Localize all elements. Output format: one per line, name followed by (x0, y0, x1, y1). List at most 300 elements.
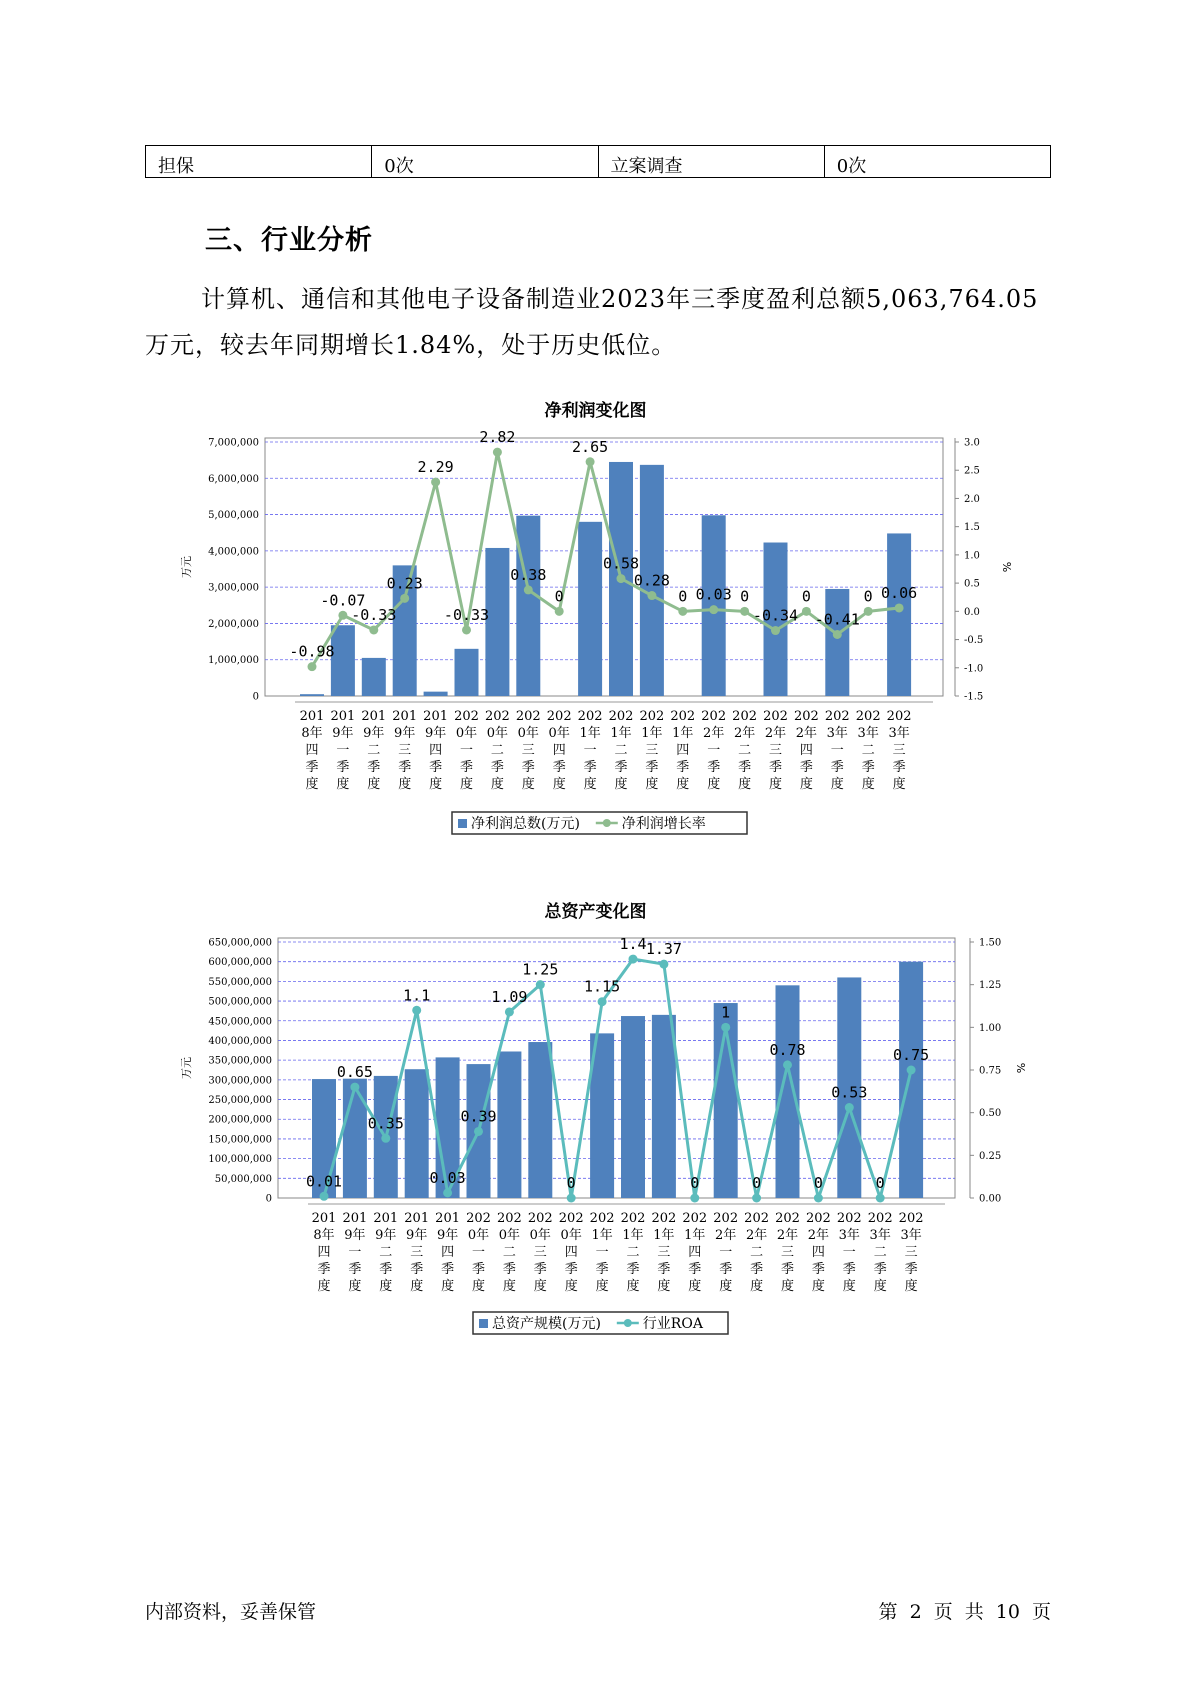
data-label: 0.35 (367, 1114, 404, 1133)
x-tick-label: 一 (842, 1245, 856, 1260)
x-tick-label: 三 (768, 743, 783, 758)
x-tick-label: 季 (317, 1262, 331, 1277)
section-title: 三、行业分析 (205, 225, 373, 256)
x-tick-label: 202 (713, 1211, 739, 1226)
x-tick-label: 201 (435, 1211, 461, 1226)
x-tick-label: 9年 (363, 726, 385, 741)
x-tick-label: 三 (645, 743, 659, 758)
line-point (320, 1192, 329, 1201)
x-tick-label: 9年 (406, 1228, 428, 1243)
data-label: 0.53 (831, 1083, 868, 1102)
x-tick-label: 季 (750, 1262, 764, 1277)
x-tick-label: 2年 (715, 1228, 737, 1243)
x-tick-label: 202 (824, 709, 850, 724)
x-tick-label: 度 (471, 1279, 486, 1294)
x-tick-label: 8年 (313, 1228, 335, 1243)
bar (343, 1079, 367, 1198)
x-tick-label: 一 (595, 1245, 609, 1260)
x-tick-label: 度 (348, 1279, 362, 1294)
x-tick-label: 度 (490, 777, 504, 792)
x-tick-label: 二 (873, 1245, 887, 1260)
x-tick-label: 3年 (900, 1228, 922, 1243)
x-tick-label: 202 (886, 709, 912, 724)
x-tick-label: 四 (305, 743, 319, 758)
line-point (462, 625, 471, 634)
line-point (350, 1083, 359, 1092)
line-point (659, 960, 668, 969)
x-tick-label: 3年 (888, 726, 910, 741)
x-tick-label: 0年 (486, 726, 509, 741)
x-tick-label: 季 (657, 1262, 671, 1277)
x-tick-label: 四 (799, 743, 813, 758)
table-cell-investigation-value: 0次 (824, 146, 1050, 178)
x-tick-label: 度 (657, 1279, 671, 1294)
y2-tick-label: 0.00 (979, 1193, 1002, 1205)
x-tick-label: 度 (441, 1279, 455, 1294)
y-tick-label: 550,000,000 (208, 976, 272, 988)
x-tick-label: 度 (410, 1279, 424, 1294)
x-tick-label: 季 (842, 1262, 856, 1277)
x-tick-label: 季 (502, 1262, 516, 1277)
x-tick-label: 季 (583, 760, 597, 775)
x-tick-label: 度 (564, 1279, 578, 1294)
x-tick-label: 2年 (764, 726, 787, 741)
x-tick-label: 度 (799, 777, 813, 792)
x-tick-label: 季 (861, 760, 875, 775)
data-label: 0.28 (633, 571, 670, 590)
x-tick-label: 2年 (776, 1228, 799, 1243)
line-point (505, 1007, 514, 1016)
data-label: 0 (801, 587, 811, 606)
profit-chart-title: 净利润变化图 (544, 401, 647, 421)
data-label: 0 (752, 1174, 762, 1192)
x-tick-label: 季 (367, 760, 381, 775)
table-cell-guarantee-value: 0次 (372, 146, 598, 178)
x-tick-label: 202 (805, 1211, 831, 1226)
x-tick-label: 二 (738, 743, 752, 758)
y2-tick-label: 0.5 (964, 578, 980, 590)
x-tick-label: 3年 (826, 726, 848, 741)
line-point (369, 625, 378, 634)
x-tick-label: 2年 (795, 726, 818, 741)
y-tick-label: 200,000,000 (208, 1114, 272, 1126)
y2-tick-label: 3.0 (964, 437, 980, 449)
x-tick-label: 二 (490, 743, 504, 758)
x-tick-label: 四 (564, 1245, 578, 1260)
x-tick-label: 季 (336, 760, 350, 775)
data-label: 2.29 (417, 458, 454, 477)
x-tick-label: 季 (459, 760, 474, 775)
x-tick-label: 四 (811, 1245, 825, 1260)
line-point (536, 980, 545, 989)
line-point (308, 662, 317, 671)
bar (362, 658, 386, 696)
x-tick-label: 202 (496, 1211, 522, 1226)
data-label: 0.23 (386, 574, 423, 593)
y2-tick-label: 1.00 (979, 1022, 1002, 1034)
x-tick-label: 一 (348, 1245, 362, 1260)
x-tick-label: 度 (861, 777, 875, 792)
bar (516, 516, 540, 696)
y2-tick-label: 2.5 (964, 465, 980, 477)
x-tick-label: 202 (793, 709, 819, 724)
x-tick-label: 季 (410, 1262, 424, 1277)
x-tick-label: 度 (379, 1279, 393, 1294)
line-point (474, 1127, 483, 1136)
x-tick-label: 201 (392, 709, 418, 724)
bar (621, 1016, 645, 1198)
data-label: 0.39 (460, 1107, 497, 1126)
industry-paragraph: 计算机、通信和其他电子设备制造业2023年三季度盈利总额5,063,764.05万元，较去年同期增长1.84%，处于历史低位。 (145, 285, 1039, 359)
bar (652, 1015, 676, 1198)
y2-tick-label: 0.0 (964, 606, 980, 618)
line-point (709, 605, 718, 614)
y-tick-label: 150,000,000 (208, 1134, 272, 1146)
x-tick-label: 度 (521, 777, 535, 792)
x-tick-label: 一 (459, 743, 474, 758)
x-tick-label: 201 (342, 1211, 368, 1226)
y2-tick-label: -0.5 (964, 635, 984, 647)
line-point (586, 457, 595, 466)
legend-line-label: 净利润增长率 (621, 816, 706, 832)
legend-line-marker (603, 819, 611, 827)
line-point (647, 591, 656, 600)
x-tick-label: 季 (614, 760, 628, 775)
y-tick-label: 50,000,000 (214, 1173, 272, 1185)
x-tick-label: 三 (657, 1245, 671, 1260)
data-label: 1.1 (403, 986, 431, 1005)
x-tick-label: 季 (521, 760, 535, 775)
x-tick-label: 1年 (672, 726, 694, 741)
x-tick-label: 度 (904, 1279, 918, 1294)
x-tick-label: 三 (892, 743, 906, 758)
x-tick-label: 0年 (560, 1228, 582, 1243)
bar (300, 694, 324, 696)
x-tick-label: 季 (780, 1262, 795, 1277)
x-tick-label: 0年 (498, 1228, 521, 1243)
x-tick-label: 三 (904, 1245, 918, 1260)
x-tick-label: 季 (873, 1262, 887, 1277)
x-tick-label: 季 (768, 760, 783, 775)
x-tick-label: 202 (577, 709, 603, 724)
y-tick-label: 4,000,000 (208, 546, 259, 558)
data-label: 2.82 (479, 430, 516, 447)
line-point (752, 1194, 761, 1203)
bar (899, 962, 923, 1198)
x-tick-label: 度 (707, 777, 721, 792)
line-point (338, 611, 347, 620)
line-point (845, 1103, 854, 1112)
line-point (678, 607, 687, 616)
y-tick-label: 6,000,000 (208, 473, 259, 485)
x-tick-label: 2年 (745, 1228, 768, 1243)
data-label: 0 (678, 587, 688, 606)
line-point (864, 607, 873, 616)
x-tick-label: 季 (429, 760, 443, 775)
x-tick-label: 201 (330, 709, 356, 724)
profit-chart (0, 430, 1191, 850)
x-tick-label: 度 (676, 777, 690, 792)
x-tick-label: 度 (429, 777, 443, 792)
data-label: 1.37 (645, 940, 682, 959)
x-tick-label: 1年 (653, 1228, 675, 1243)
y-tick-label: 450,000,000 (208, 1016, 272, 1028)
x-tick-label: 202 (620, 1211, 646, 1226)
x-tick-label: 1年 (622, 1228, 644, 1243)
legend-bar-label: 净利润总数(万元) (471, 816, 580, 832)
y-tick-label: 0 (252, 691, 259, 703)
bar (405, 1069, 429, 1198)
x-tick-label: 度 (583, 777, 597, 792)
x-tick-label: 度 (595, 1279, 609, 1294)
info-table (145, 145, 1051, 178)
line-point (833, 630, 842, 639)
x-tick-label: 季 (811, 1262, 825, 1277)
data-label: 1.25 (522, 960, 559, 979)
footer-confidential: 内部资料，妥善保管 (145, 1601, 317, 1623)
y2-tick-label: 1.0 (964, 550, 980, 562)
x-tick-label: 三 (410, 1245, 424, 1260)
line-point (493, 448, 502, 457)
line-point (617, 574, 626, 583)
x-tick-label: 季 (799, 760, 813, 775)
legend-bar-swatch (458, 819, 467, 828)
y2-tick-label: 1.25 (979, 980, 1002, 992)
line-point (814, 1194, 823, 1203)
legend-bar-label: 总资产规模(万元) (492, 1316, 601, 1332)
x-tick-label: 二 (750, 1245, 764, 1260)
line-point (431, 478, 440, 487)
x-tick-label: 0年 (548, 726, 570, 741)
x-tick-label: 季 (533, 1262, 547, 1277)
data-label: -0.07 (320, 591, 366, 610)
y-tick-label: 2,000,000 (208, 618, 259, 630)
x-tick-label: 度 (502, 1279, 516, 1294)
data-label: 1.09 (491, 987, 528, 1006)
x-tick-label: 202 (855, 709, 881, 724)
x-tick-label: 202 (763, 709, 788, 724)
data-label: 0 (690, 1174, 700, 1192)
data-label: 2.65 (572, 437, 609, 456)
x-tick-label: 3年 (869, 1228, 891, 1243)
x-tick-label: 度 (873, 1279, 887, 1294)
y-tick-label: 350,000,000 (208, 1055, 272, 1067)
x-tick-label: 0年 (455, 726, 478, 741)
data-label: 0.06 (881, 583, 918, 602)
x-tick-label: 202 (515, 709, 541, 724)
y2-tick-label: 1.50 (979, 937, 1002, 949)
x-tick-label: 度 (892, 777, 906, 792)
x-tick-label: 季 (552, 760, 566, 775)
y-tick-label: 5,000,000 (208, 510, 259, 522)
x-tick-label: 三 (533, 1245, 547, 1260)
data-label: 0 (740, 587, 750, 606)
data-label: 0.38 (510, 565, 547, 584)
x-tick-label: 一 (471, 1245, 486, 1260)
x-tick-label: 202 (701, 709, 727, 724)
x-tick-label: 202 (466, 1211, 491, 1226)
line-point (443, 1188, 452, 1197)
line-point (783, 1060, 792, 1069)
x-tick-label: 201 (423, 709, 449, 724)
x-tick-label: 1年 (684, 1228, 706, 1243)
data-label: -0.41 (814, 610, 860, 629)
line-point (598, 997, 607, 1006)
y2-tick-label: 0.50 (979, 1108, 1002, 1120)
y-tick-label: 0 (265, 1193, 272, 1205)
x-tick-label: 四 (441, 1245, 455, 1260)
x-tick-label: 度 (614, 777, 628, 792)
x-tick-label: 一 (707, 743, 721, 758)
data-label: 0 (875, 1174, 885, 1192)
x-tick-label: 9年 (424, 726, 447, 741)
line-point (721, 1023, 730, 1032)
data-label: 0 (554, 587, 564, 606)
x-tick-label: 9年 (394, 726, 416, 741)
y-tick-label: 3,000,000 (208, 582, 259, 594)
data-label: -0.33 (443, 605, 490, 624)
x-tick-label: 三 (521, 743, 535, 758)
x-tick-label: 季 (719, 1262, 733, 1277)
line-point (381, 1134, 390, 1143)
x-tick-label: 202 (867, 1211, 893, 1226)
x-tick-label: 季 (645, 760, 659, 775)
data-label: 0.01 (305, 1172, 343, 1191)
x-tick-label: 度 (842, 1279, 856, 1294)
y2-tick-label: 1.5 (964, 522, 980, 534)
x-tick-label: 季 (595, 1262, 609, 1277)
x-tick-label: 度 (317, 1279, 331, 1294)
data-label: 0.58 (602, 554, 640, 573)
x-tick-label: 201 (373, 1211, 399, 1226)
y-tick-label: 100,000,000 (208, 1154, 272, 1166)
line-point (400, 594, 409, 603)
y2-tick-label: -1.5 (964, 691, 984, 703)
y2-axis-label: % (1014, 1062, 1027, 1074)
x-tick-label: 202 (527, 1211, 553, 1226)
x-tick-label: 0年 (517, 726, 539, 741)
x-tick-label: 季 (490, 760, 504, 775)
x-tick-label: 三 (398, 743, 412, 758)
line-point (771, 626, 780, 635)
x-tick-label: 四 (552, 743, 566, 758)
x-tick-label: 0年 (467, 1228, 490, 1243)
y-axis-label: 万元 (180, 556, 193, 578)
data-label: 0 (813, 1174, 823, 1192)
x-tick-label: 2年 (733, 726, 756, 741)
x-tick-label: 201 (404, 1211, 430, 1226)
x-tick-label: 202 (608, 709, 634, 724)
x-tick-label: 度 (336, 777, 350, 792)
x-tick-label: 202 (744, 1211, 770, 1226)
x-tick-label: 202 (558, 1211, 584, 1226)
line-point (690, 1194, 699, 1203)
x-tick-label: 二 (626, 1245, 640, 1260)
x-tick-label: 度 (533, 1279, 547, 1294)
x-tick-label: 202 (454, 709, 479, 724)
x-tick-label: 202 (589, 1211, 615, 1226)
x-tick-label: 一 (336, 743, 350, 758)
x-tick-label: 3年 (838, 1228, 860, 1243)
x-tick-label: 1年 (591, 1228, 613, 1243)
x-tick-label: 度 (750, 1279, 764, 1294)
x-tick-label: 四 (676, 743, 690, 758)
x-tick-label: 度 (459, 777, 474, 792)
x-tick-label: 季 (348, 1262, 362, 1277)
x-tick-label: 8年 (301, 726, 323, 741)
x-tick-label: 季 (904, 1262, 918, 1277)
x-tick-label: 度 (305, 777, 319, 792)
y2-tick-label: 0.75 (979, 1065, 1002, 1077)
y2-axis-label: % (1000, 561, 1013, 573)
x-tick-label: 季 (676, 760, 690, 775)
x-tick-label: 202 (651, 1211, 677, 1226)
y2-tick-label: -1.0 (964, 663, 984, 675)
x-tick-label: 季 (441, 1262, 455, 1277)
x-tick-label: 三 (780, 1245, 795, 1260)
data-label: 0.78 (769, 1040, 806, 1059)
x-tick-label: 季 (398, 760, 412, 775)
x-tick-label: 202 (775, 1211, 800, 1226)
bar (825, 589, 849, 696)
x-tick-label: 2年 (703, 726, 725, 741)
data-label: 0 (863, 587, 873, 606)
data-label: -0.33 (351, 605, 397, 624)
x-tick-label: 二 (861, 743, 875, 758)
bar (424, 692, 448, 696)
x-tick-label: 季 (892, 760, 906, 775)
data-label: 0.03 (695, 585, 732, 604)
x-tick-label: 季 (564, 1262, 578, 1277)
x-tick-label: 202 (682, 1211, 708, 1226)
x-tick-label: 季 (379, 1262, 393, 1277)
x-tick-label: 二 (379, 1245, 393, 1260)
x-tick-label: 度 (830, 777, 844, 792)
x-tick-label: 9年 (375, 1228, 397, 1243)
data-label: 1 (721, 1003, 731, 1022)
x-tick-label: 9年 (436, 1228, 459, 1243)
x-tick-label: 度 (719, 1279, 733, 1294)
x-tick-label: 度 (688, 1279, 702, 1294)
footer-page-number: 第 2 页 共 10 页 (878, 1601, 1051, 1623)
x-tick-label: 9年 (344, 1228, 366, 1243)
line-point (524, 585, 533, 594)
x-tick-label: 一 (830, 743, 844, 758)
x-tick-label: 度 (811, 1279, 825, 1294)
data-label: 0.03 (429, 1168, 466, 1187)
y2-tick-label: 2.0 (964, 493, 980, 505)
x-tick-label: 1年 (641, 726, 663, 741)
x-tick-label: 度 (398, 777, 412, 792)
data-label: 1.4 (619, 935, 647, 954)
line-point (567, 1194, 576, 1203)
line-point (629, 955, 638, 964)
x-tick-label: 季 (305, 760, 319, 775)
x-tick-label: 度 (780, 1279, 795, 1294)
data-label: -0.98 (289, 642, 335, 661)
y-axis-label: 万元 (180, 1057, 193, 1079)
x-tick-label: 201 (299, 709, 325, 724)
x-tick-label: 季 (830, 760, 844, 775)
x-tick-label: 9年 (332, 726, 354, 741)
x-tick-label: 202 (546, 709, 572, 724)
x-tick-label: 0年 (529, 1228, 551, 1243)
x-tick-label: 一 (583, 743, 597, 758)
assets-chart (0, 930, 1191, 1350)
y-tick-label: 7,000,000 (208, 437, 259, 449)
x-tick-label: 二 (367, 743, 381, 758)
x-tick-label: 度 (645, 777, 659, 792)
